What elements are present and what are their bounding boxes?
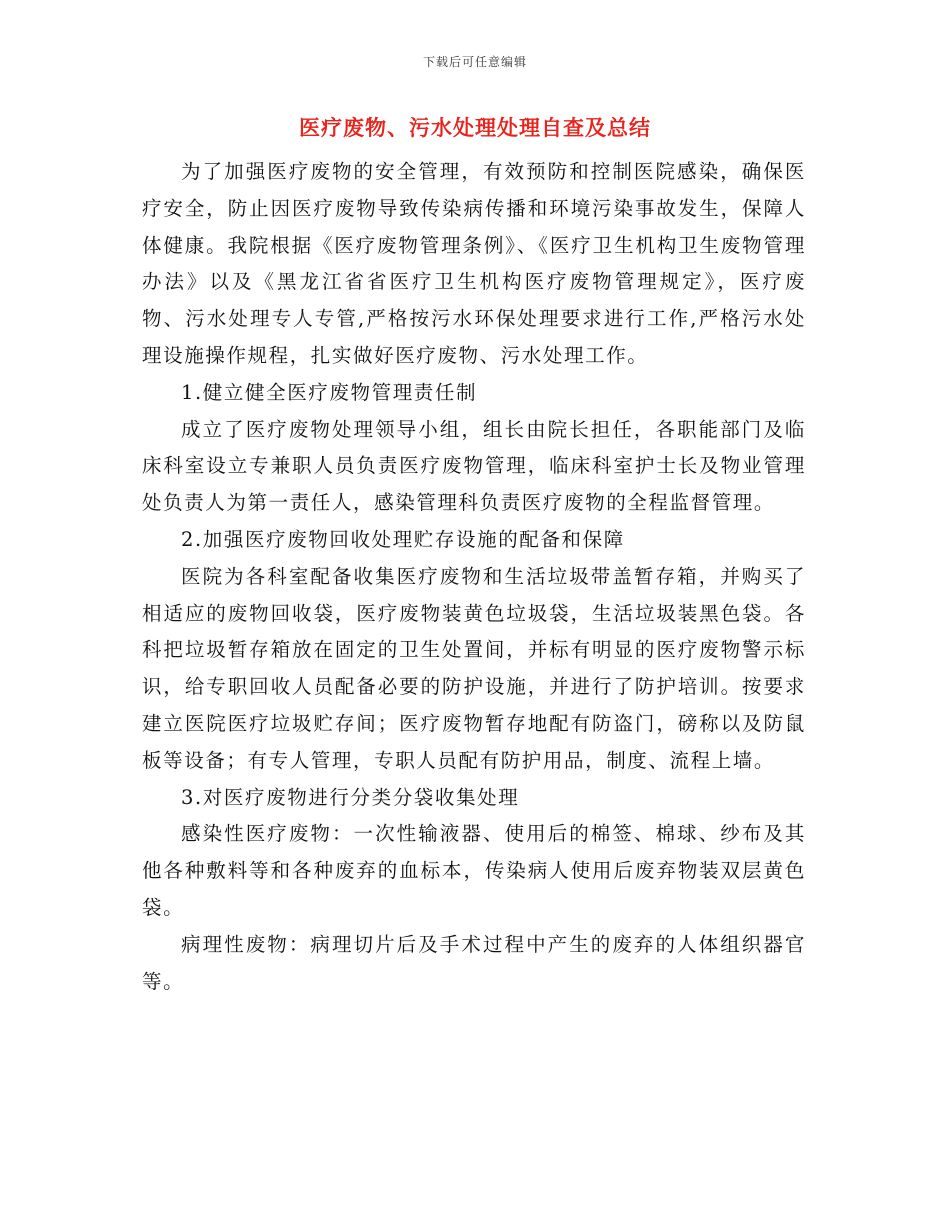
paragraph-infectious-waste: 感染性医疗废物：一次性输液器、使用后的棉签、棉球、纱布及其他各种敷料等和各种废弃的血标本，传染病人使用后废弃物装双层黄色袋。 — [142, 822, 806, 919]
section-heading-3: 3.对医疗废物进行分类分袋收集处理 — [181, 785, 520, 809]
paragraph-section-1: 成立了医疗废物处理领导小组，组长由院长担任，各职能部门及临床科室设立专兼职人员负责医疗废物管理，临床科室护士长及物业管理处负责人为第一责任人，感染管理科负责医疗废物的全程监督管理。 — [142, 417, 806, 515]
paragraph-intro: 为了加强医疗废物的安全管理，有效预防和控制医院感染，确保医疗安全，防止因医疗废物导致传染病传播和环境污染事故发生，保障人体健康。我院根据《医疗废物管理条例》、《医疗卫生机构卫生废物管理办法》以及《黑龙江省省医疗卫生机构医疗废物管理规定》，医疗废物、污水处理专人专管,严格按污水环保处理要求进行工作,严格污水处理设施操作规程，扎实做好医疗废物、污水处理工作。 — [142, 160, 806, 367]
paragraph-section-2: 医院为各科室配备收集医疗废物和生活垃圾带盖暂存箱，并购买了相适应的废物回收袋，医疗废物装黄色垃圾袋，生活垃圾装黑色袋。各科把垃圾暂存箱放在固定的卫生处置间，并标有明显的医疗废物警示标识，给专职回收人员配备必要的防护设施，并进行了防护培训。按要求建立医院医疗垃圾贮存间；医疗废物暂存地配有防盗门，磅称以及防鼠板等设备；有专人管理，专职人员配有防护用品，制度、流程上墙。 — [142, 564, 806, 772]
document-body — [142, 154, 806, 1000]
section-heading-1: 1.健立健全医疗废物管理责任制 — [181, 380, 478, 404]
paragraph-pathological-waste: 病理性废物：病理切片后及手术过程中产生的废弃的人体组织器官等。 — [142, 932, 806, 993]
section-heading-2: 2.加强医疗废物回收处理贮存设施的配备和保障 — [181, 527, 625, 551]
header-note: 下载后可任意编辑 — [422, 55, 527, 69]
document-title: 医疗废物、污水处理处理自查及总结 — [299, 115, 651, 140]
